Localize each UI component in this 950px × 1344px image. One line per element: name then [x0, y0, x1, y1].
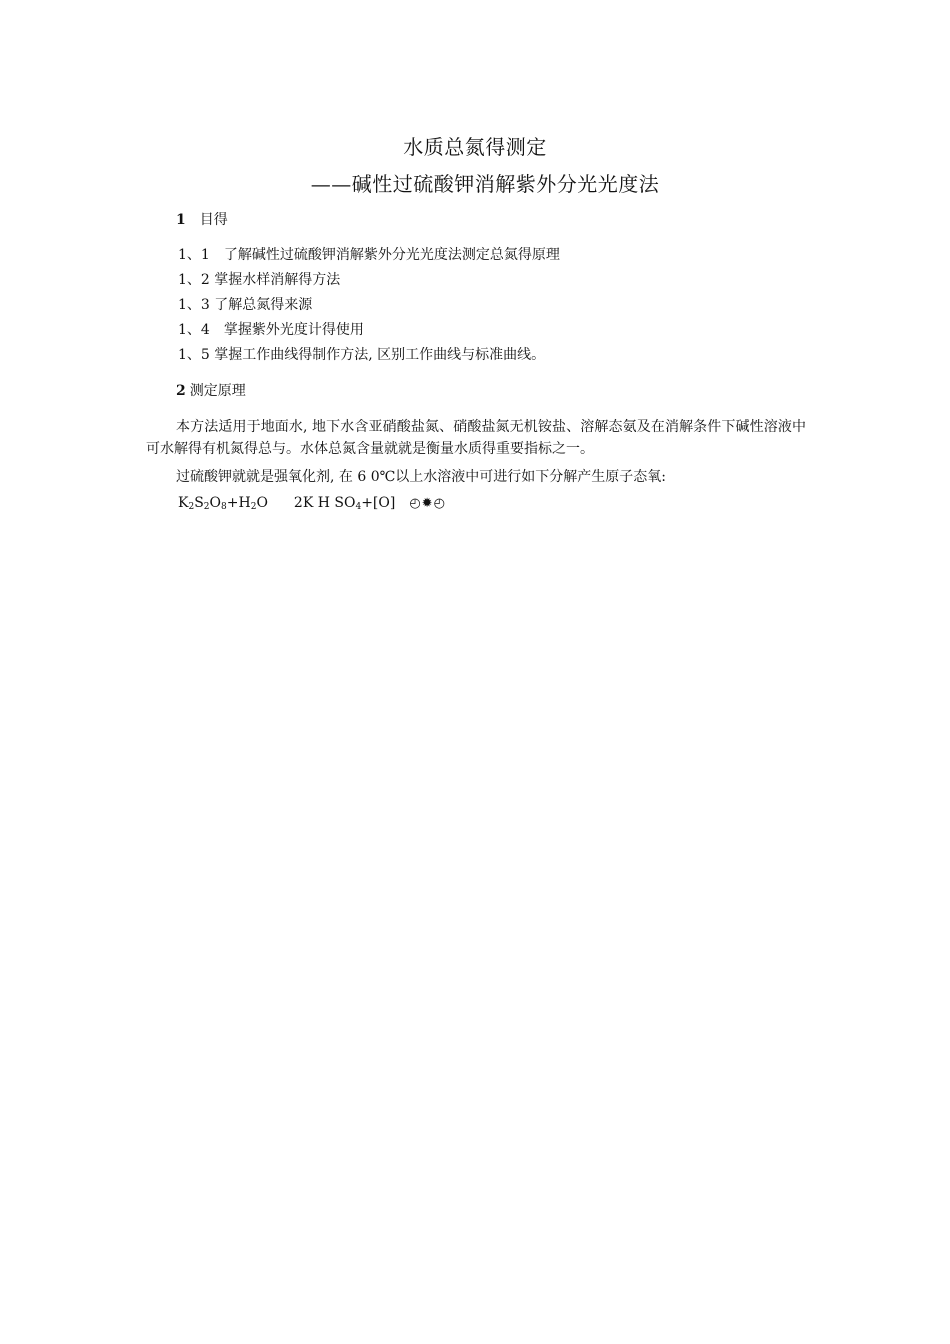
- section1-item: 1、5 掌握工作曲线得制作方法, 区别工作曲线与标准曲线。: [178, 347, 546, 363]
- section2-heading-text: 测定原理: [189, 383, 246, 399]
- oxidant-paragraph: 过硫酸钾就就是强氧化剂, 在 6 0℃以上水溶液中可进行如下分解产生原子态氧:: [176, 469, 666, 485]
- principle-paragraph: 本方法适用于地面水, 地下水含亚硝酸盐氮、硝酸盐氮无机铵盐、溶解态氨及在消解条件下碱性溶液中可水解得有机氮得总与。水体总氮含量就就是衡量水质得重要指标之一。: [146, 419, 806, 457]
- section1-item: 1、4 掌握紫外光度计得使用: [178, 322, 364, 338]
- document-subtitle: ——碱性过硫酸钾消解紫外分光光度法: [310, 172, 660, 196]
- section1-item: 1、3 了解总氮得来源: [178, 297, 313, 313]
- decomposition-formula: $K_2S_2O_8+H_2O$ 2K H $SO_4+[O]$ ◴✹◴: [178, 495, 446, 512]
- section2-heading: [176, 381, 246, 401]
- formula-symbols-icon: ◴✹◴: [409, 496, 446, 511]
- section1-heading: [176, 210, 228, 230]
- section1-item: 1、1 了解碱性过硫酸钾消解紫外分光光度法测定总氮得原理: [178, 247, 560, 263]
- section1-number: 1: [176, 212, 186, 228]
- section1-item: 1、2 掌握水样消解得方法: [178, 272, 341, 288]
- section1-heading-text: 目得: [199, 212, 228, 228]
- section2-number: 2: [176, 383, 186, 399]
- document-title: 水质总氮得测定: [403, 135, 547, 159]
